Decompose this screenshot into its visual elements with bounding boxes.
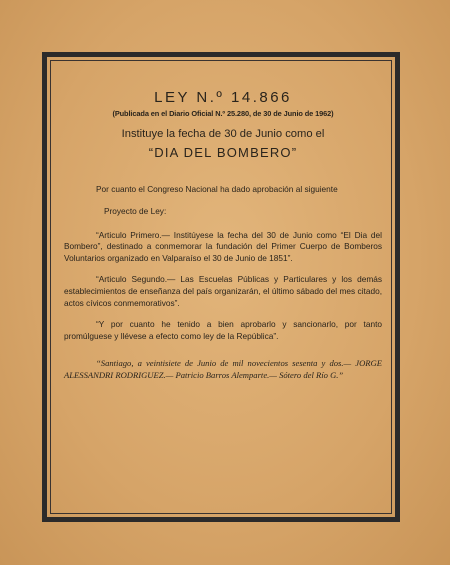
institution-heading: Instituye la fecha de 30 de Junio como el [121, 128, 325, 141]
proyecto-de-ley-label: Proyecto de Ley: [104, 205, 167, 216]
articulo-segundo-paragraph: “Articulo Segundo.— Las Escuelas Públicas y Particulares y los demás establecimientos de enseñanza del país organizarán, el último sábado del mes citado, actos cívicos conmemorativos”. [64, 274, 382, 308]
law-title: LEY N.º 14.866 [154, 89, 292, 106]
por-cuanto-paragraph: Por cuanto el Congreso Nacional ha dado aprobación al siguiente [96, 184, 338, 195]
articulo-primero-paragraph: “Articulo Primero.— Institúyese la fecha del 30 de Junio como “El Dia del Bombero”, destinado a conmemorar la fundación del Primer Cuerpo de Bomberos Voluntarios organizado en Valparaíso el 30 de Junio de 1851”. [64, 229, 382, 263]
promulgation-paragraph: “Y por cuanto he tenido a bien aprobarlo y sancionarlo, por tanto promúlguese y llévese a efecto como ley de la República”. [64, 319, 382, 341]
document-body [64, 70, 382, 382]
signatures-paragraph: “Santiago, a veintisiete de Junio de mil novecientos sesenta y dos.— JORGE ALESSANDRI RODRIGUEZ.— Patricio Barros Alemparte.— Sótero del Río G.” [64, 358, 382, 380]
publication-note: (Publicada en el Diario Oficial N.º 25.280, de 30 de Junio de 1962) [112, 108, 334, 118]
dia-del-bombero-heading: “DIA DEL BOMBERO” [148, 144, 298, 160]
